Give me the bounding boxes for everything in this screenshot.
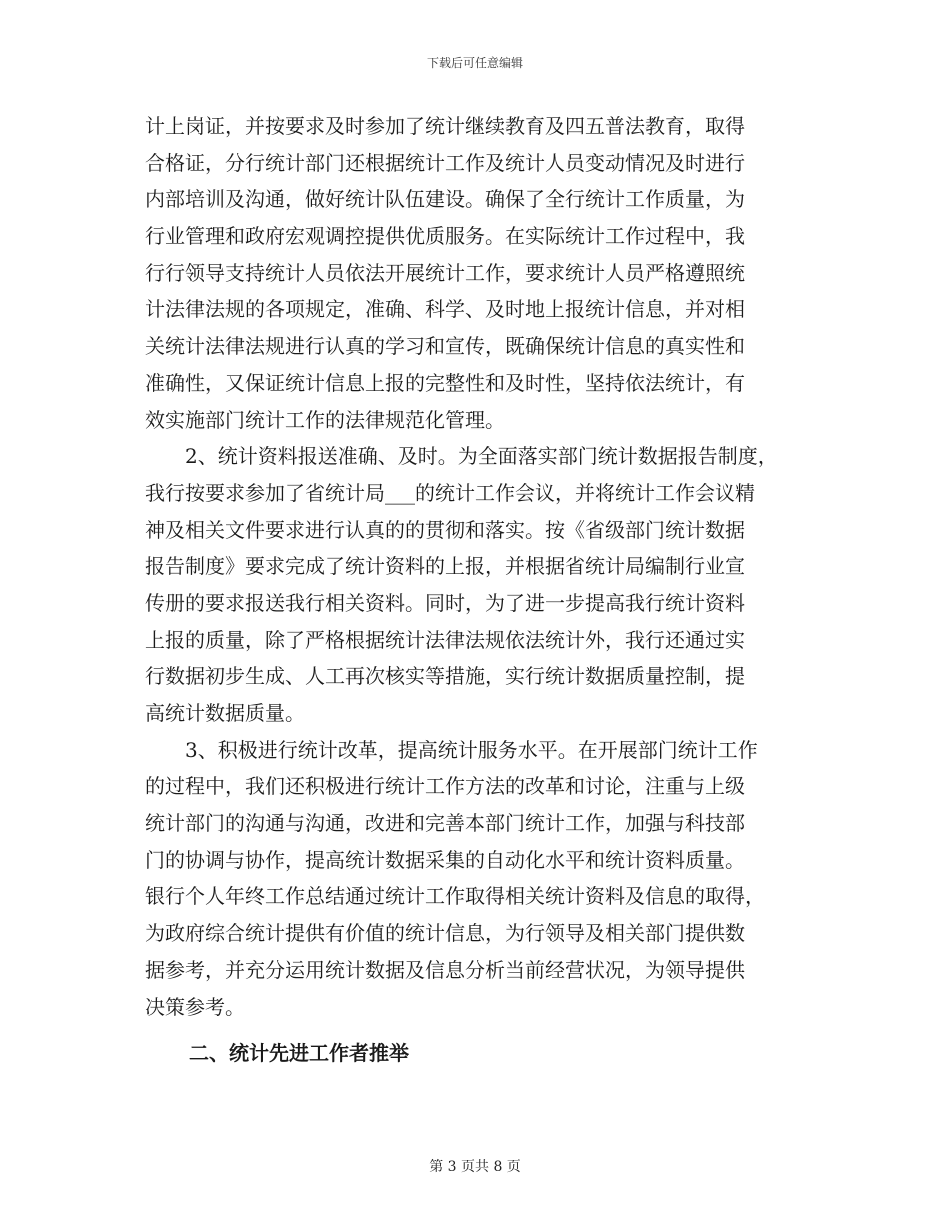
body-line: 效实施部门统计工作的法律规范化管理。 <box>145 407 505 432</box>
body-line: 银行个人年终工作总结通过统计工作取得相关统计资料及信息的取得， <box>145 884 765 909</box>
section-heading: 二、统计先进工作者推举 <box>189 1041 409 1065</box>
body-line: 2、统计资料报送准确、及时。为全面落实部门统计数据报告制度， <box>145 444 778 469</box>
body-line: 准确性，又保证统计信息上报的完整性和及时性，坚持依法统计，有 <box>145 370 745 395</box>
body-text <box>145 108 810 1025</box>
body-line: 行业管理和政府宏观调控提供优质服务。在实际统计工作过程中，我 <box>145 224 745 249</box>
body-line: 计上岗证，并按要求及时参加了统计继续教育及四五普法教育，取得 <box>145 114 745 138</box>
body-line: 内部培训及沟通，做好统计队伍建设。确保了全行统计工作质量，为 <box>145 187 745 212</box>
page-footer: 第 3 页共 8 页 <box>429 1159 521 1175</box>
body-line: 高统计数据质量。 <box>145 701 305 725</box>
body-line: 据参考，并充分运用统计数据及信息分析当前经营状况，为领导提供 <box>145 957 745 982</box>
body-line: 神及相关文件要求进行认真的的贯彻和落实。按《省级部门统计数据 <box>145 517 745 542</box>
body-line: 合格证，分行统计部门还根据统计工作及统计人员变动情况及时进行 <box>145 150 745 175</box>
body-line: 我行按要求参加了省统计局___的统计工作会议，并将统计工作会议精 <box>145 480 755 505</box>
body-line: 行行领导支持统计人员依法开展统计工作，要求统计人员严格遵照统 <box>145 260 745 285</box>
body-line: 为政府综合统计提供有价值的统计信息，为行领导及相关部门提供数 <box>145 921 745 946</box>
body-line: 门的协调与协作，提高统计数据采集的自动化水平和统计资料质量。 <box>145 847 745 872</box>
body-line: 关统计法律法规进行认真的学习和宣传，既确保统计信息的真实性和 <box>145 334 745 359</box>
body-line: 上报的质量，除了严格根据统计法律法规依法统计外，我行还通过实 <box>145 627 745 652</box>
body-line: 计法律法规的各项规定，准确、科学、及时地上报统计信息，并对相 <box>145 297 745 322</box>
body-line: 传册的要求报送我行相关资料。同时，为了进一步提高我行统计资料 <box>145 590 745 615</box>
body-line: 报告制度》要求完成了统计资料的上报，并根据省统计局编制行业宣 <box>145 554 745 579</box>
body-line: 决策参考。 <box>145 994 245 1019</box>
body-line: 行数据初步生成、人工再次核实等措施，实行统计数据质量控制，提 <box>145 664 745 689</box>
page-header: 下载后可任意编辑 <box>426 56 523 70</box>
body-line: 统计部门的沟通与沟通，改进和完善本部门统计工作，加强与科技部 <box>145 811 745 836</box>
body-line: 的过程中，我们还积极进行统计工作方法的改革和讨论，注重与上级 <box>145 774 745 799</box>
body-line: 3、积极进行统计改革，提高统计服务水平。在开展部门统计工作 <box>145 737 758 762</box>
